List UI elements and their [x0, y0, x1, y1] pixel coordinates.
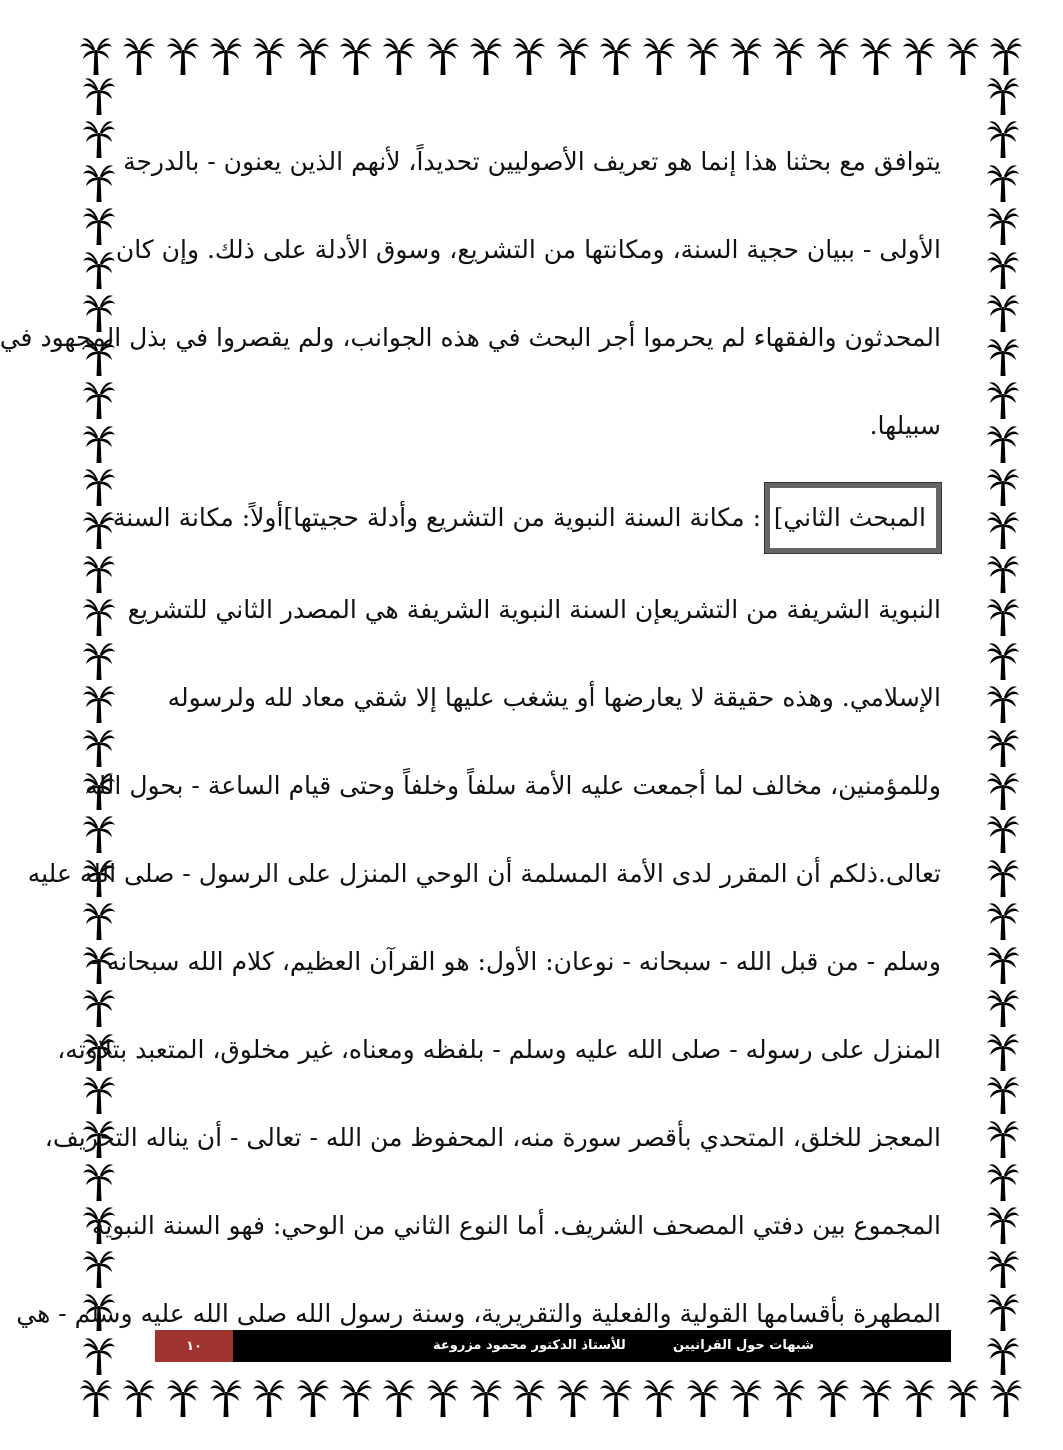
palm-tree-icon — [729, 1378, 763, 1418]
palm-tree-icon — [82, 206, 116, 246]
body-line: المنزل على رسوله - صلى الله عليه وسلم - بلفظه ومعناه، غير مخلوق، المتعبد بتلاوته، — [57, 1035, 941, 1064]
body-line: المعجز للخلق، المتحدي بأقصر سورة منه، المحفوظ من الله - تعالى - أن يناله التحريف، — [44, 1123, 941, 1152]
section-heading-box-bracket: ] — [773, 504, 784, 532]
palm-tree-icon — [986, 1119, 1020, 1159]
footer-book-title: شبهات حول القرانيين — [673, 1338, 814, 1353]
palm-tree-icon — [339, 36, 373, 76]
bottom-palm-border — [79, 1378, 1023, 1418]
body-line: المحدثون والفقهاء لم يحرموا أجر البحث في هذه الجوانب، ولم يقصروا في بذل المجهود في — [0, 323, 941, 352]
palm-tree-icon — [986, 1292, 1020, 1332]
palm-tree-icon — [986, 76, 1020, 116]
palm-tree-icon — [686, 36, 720, 76]
palm-tree-icon — [772, 1378, 806, 1418]
palm-tree-icon — [122, 1378, 156, 1418]
palm-tree-icon — [986, 119, 1020, 159]
palm-tree-icon — [82, 163, 116, 203]
body-line: وسلم - من قبل الله - سبحانه - نوعان: الأول: هو القرآن العظيم، كلام الله سبحانه - — [90, 947, 941, 976]
palm-tree-icon — [82, 597, 116, 637]
body-line: النبوية الشريفة من التشريعإن السنة النبوية الشريفة هي المصدر الثاني للتشريع — [127, 595, 941, 624]
palm-tree-icon — [986, 1075, 1020, 1115]
palm-tree-icon — [166, 1378, 200, 1418]
palm-tree-icon — [986, 510, 1020, 550]
body-line: تعالى.ذلكم أن المقرر لدى الأمة المسلمة أن الوحي المنزل على الرسول - صلى الله عليه — [27, 859, 941, 888]
palm-tree-icon — [382, 1378, 416, 1418]
palm-tree-icon — [166, 36, 200, 76]
body-line: سبيلها. — [869, 411, 941, 440]
palm-tree-icon — [382, 36, 416, 76]
body-line: يتوافق مع بحثنا هذا إنما هو تعريف الأصوليين تحديداً، لأنهم الذين يعنون - بالدرجة — [123, 147, 941, 176]
palm-tree-icon — [556, 1378, 590, 1418]
palm-tree-icon — [986, 1249, 1020, 1289]
palm-tree-icon — [989, 36, 1023, 76]
palm-tree-icon — [686, 1378, 720, 1418]
palm-tree-icon — [82, 554, 116, 594]
section-heading-box-label: المبحث الثاني — [783, 503, 926, 532]
palm-tree-icon — [816, 36, 850, 76]
palm-tree-icon — [816, 1378, 850, 1418]
palm-tree-icon — [902, 36, 936, 76]
palm-tree-icon — [469, 1378, 503, 1418]
palm-tree-icon — [729, 36, 763, 76]
palm-tree-icon — [296, 36, 330, 76]
palm-tree-icon — [986, 1336, 1020, 1376]
palm-tree-icon — [986, 901, 1020, 941]
palm-tree-icon — [859, 1378, 893, 1418]
palm-tree-icon — [986, 206, 1020, 246]
palm-tree-icon — [252, 1378, 286, 1418]
palm-tree-icon — [986, 597, 1020, 637]
palm-tree-icon — [642, 36, 676, 76]
palm-tree-icon — [642, 1378, 676, 1418]
section-heading-text: : مكانة السنة النبوية من التشريع وأدلة حجيتها]أولاً: مكانة السنة — [112, 503, 761, 532]
palm-tree-icon — [209, 1378, 243, 1418]
palm-tree-icon — [512, 1378, 546, 1418]
palm-tree-icon — [986, 728, 1020, 768]
palm-tree-icon — [82, 76, 116, 116]
palm-tree-icon — [426, 1378, 460, 1418]
palm-tree-icon — [986, 1032, 1020, 1072]
palm-tree-icon — [986, 380, 1020, 420]
palm-tree-icon — [946, 36, 980, 76]
body-line: الإسلامي. وهذه حقيقة لا يعارضها أو يشغب عليها إلا شقي معاد لله ولرسوله — [167, 683, 941, 712]
palm-tree-icon — [599, 36, 633, 76]
palm-tree-icon — [986, 684, 1020, 724]
body-line: الأولى - ببيان حجية السنة، ومكانتها من التشريع، وسوق الأدلة على ذلك. وإن كان — [115, 235, 941, 264]
palm-tree-icon — [512, 36, 546, 76]
palm-tree-icon — [79, 36, 113, 76]
palm-tree-icon — [986, 641, 1020, 681]
palm-tree-icon — [122, 36, 156, 76]
palm-tree-icon — [599, 1378, 633, 1418]
palm-tree-icon — [469, 36, 503, 76]
palm-tree-icon — [859, 36, 893, 76]
palm-tree-icon — [82, 119, 116, 159]
body-line: المجموع بين دفتي المصحف الشريف. أما النوع الثاني من الوحي: فهو السنة النبوية — [91, 1211, 941, 1240]
palm-tree-icon — [989, 1378, 1023, 1418]
palm-tree-icon — [902, 1378, 936, 1418]
palm-tree-icon — [946, 1378, 980, 1418]
palm-tree-icon — [986, 945, 1020, 985]
palm-tree-icon — [772, 36, 806, 76]
right-palm-border — [983, 76, 1023, 1376]
palm-tree-icon — [252, 36, 286, 76]
palm-tree-icon — [986, 771, 1020, 811]
section-heading-box — [765, 483, 941, 553]
palm-tree-icon — [986, 467, 1020, 507]
palm-tree-icon — [79, 1378, 113, 1418]
footer-author: للأستاذ الدكتور محمود مزروعة — [433, 1338, 626, 1353]
palm-tree-icon — [986, 988, 1020, 1028]
page-number: ١٠ — [155, 1330, 233, 1362]
page-footer — [155, 1330, 951, 1362]
palm-tree-icon — [986, 163, 1020, 203]
palm-tree-icon — [986, 424, 1020, 464]
section-heading — [112, 470, 941, 566]
palm-tree-icon — [986, 814, 1020, 854]
palm-tree-icon — [82, 250, 116, 290]
palm-tree-icon — [82, 510, 116, 550]
palm-tree-icon — [986, 293, 1020, 333]
palm-tree-icon — [82, 684, 116, 724]
palm-tree-icon — [82, 380, 116, 420]
page-body — [0, 118, 941, 1358]
palm-tree-icon — [986, 1205, 1020, 1245]
palm-tree-icon — [296, 1378, 330, 1418]
palm-tree-icon — [209, 36, 243, 76]
palm-tree-icon — [986, 250, 1020, 290]
body-line: وللمؤمنين، مخالف لما أجمعت عليه الأمة سلفاً وخلفاً وحتى قيام الساعة - بحول الله — [85, 771, 941, 800]
palm-tree-icon — [986, 1162, 1020, 1202]
palm-tree-icon — [986, 554, 1020, 594]
palm-tree-icon — [986, 858, 1020, 898]
palm-tree-icon — [556, 36, 590, 76]
palm-tree-icon — [82, 424, 116, 464]
footer-bar — [233, 1330, 951, 1362]
palm-tree-icon — [986, 337, 1020, 377]
palm-tree-icon — [82, 641, 116, 681]
palm-tree-icon — [426, 36, 460, 76]
top-palm-border — [79, 36, 1023, 76]
palm-tree-icon — [82, 467, 116, 507]
body-line: المطهرة بأقسامها القولية والفعلية والتقريرية، وسنة رسول الله صلى الله عليه وسلم - هي — [16, 1299, 941, 1328]
palm-tree-icon — [339, 1378, 373, 1418]
